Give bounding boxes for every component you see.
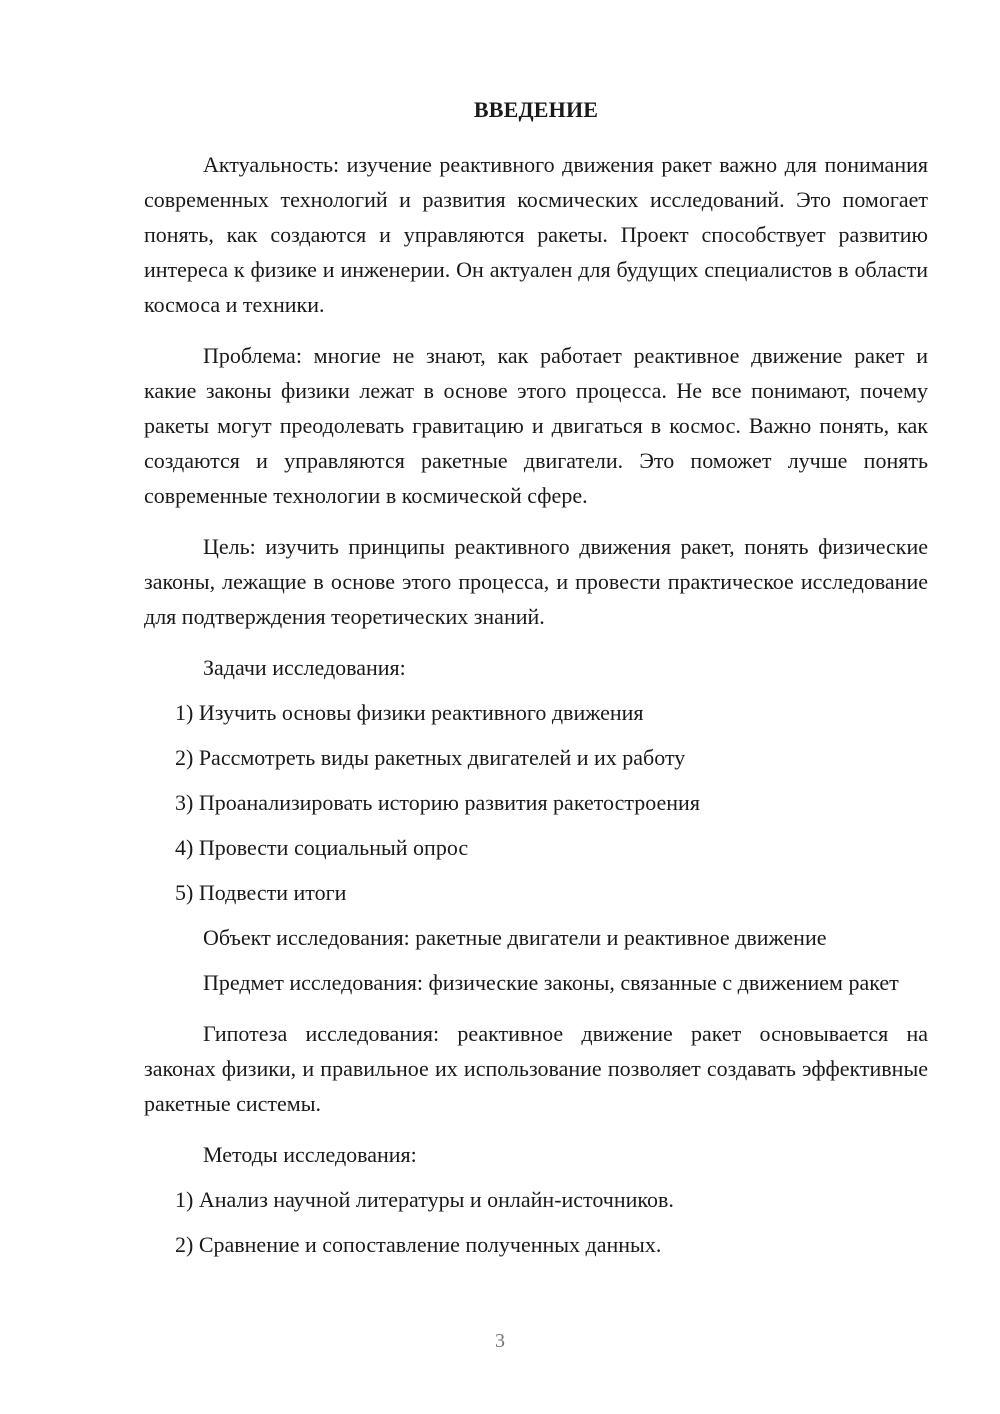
tasks-heading: Задачи исследования: [203, 655, 406, 680]
document-body [144, 92, 928, 1272]
object-paragraph: Объект исследования: ракетные двигатели и реактивное движение [203, 925, 827, 950]
subject-paragraph: Предмет исследования: физические законы, связанные с движением ракет [203, 970, 899, 995]
list-item: 2) Сравнение и сопоставление полученных данных. [175, 1232, 662, 1257]
page-number: 3 [495, 1330, 505, 1352]
list-item: 3) Проанализировать историю развития ракетостроения [175, 790, 700, 815]
list-item: 1) Изучить основы физики реактивного движения [175, 700, 644, 725]
list-item: 5) Подвести итоги [175, 880, 347, 905]
list-item: 1) Анализ научной литературы и онлайн-источников. [175, 1187, 674, 1212]
goal-paragraph: Цель: изучить принципы реактивного движения ракет, понять физические законы, лежащие в основе этого процесса, и провести практическое исследование для подтверждения теоретических знаний. [144, 534, 928, 629]
methods-heading: Методы исследования: [203, 1142, 417, 1167]
problem-paragraph: Проблема: многие не знают, как работает реактивное движение ракет и какие законы физики лежат в основе этого процесса. Не все понимают, почему ракеты могут преодолевать гравитацию и двигаться в космос. Важно понять, как создаются и управляются ракетные двигатели. Это поможет лучше понять современные технологии в космической сфере. [144, 343, 928, 508]
relevance-paragraph: Актуальность: изучение реактивного движения ракет важно для понимания современных технологий и развития космических исследований. Это помогает понять, как создаются и управляются ракеты. Проект способствует развитию интереса к физике и инженерии. Он актуален для будущих специалистов в области космоса и техники. [144, 152, 928, 317]
hypothesis-paragraph: Гипотеза исследования: реактивное движение ракет основывается на законах физики, и правильное их использование позволяет создавать эффективные ракетные системы. [144, 1021, 928, 1116]
section-title: ВВЕДЕНИЕ [473, 97, 599, 122]
list-item: 2) Рассмотреть виды ракетных двигателей и их работу [175, 745, 686, 770]
tasks-list [144, 695, 928, 910]
methods-list [144, 1182, 928, 1262]
list-item: 4) Провести социальный опрос [175, 835, 469, 860]
